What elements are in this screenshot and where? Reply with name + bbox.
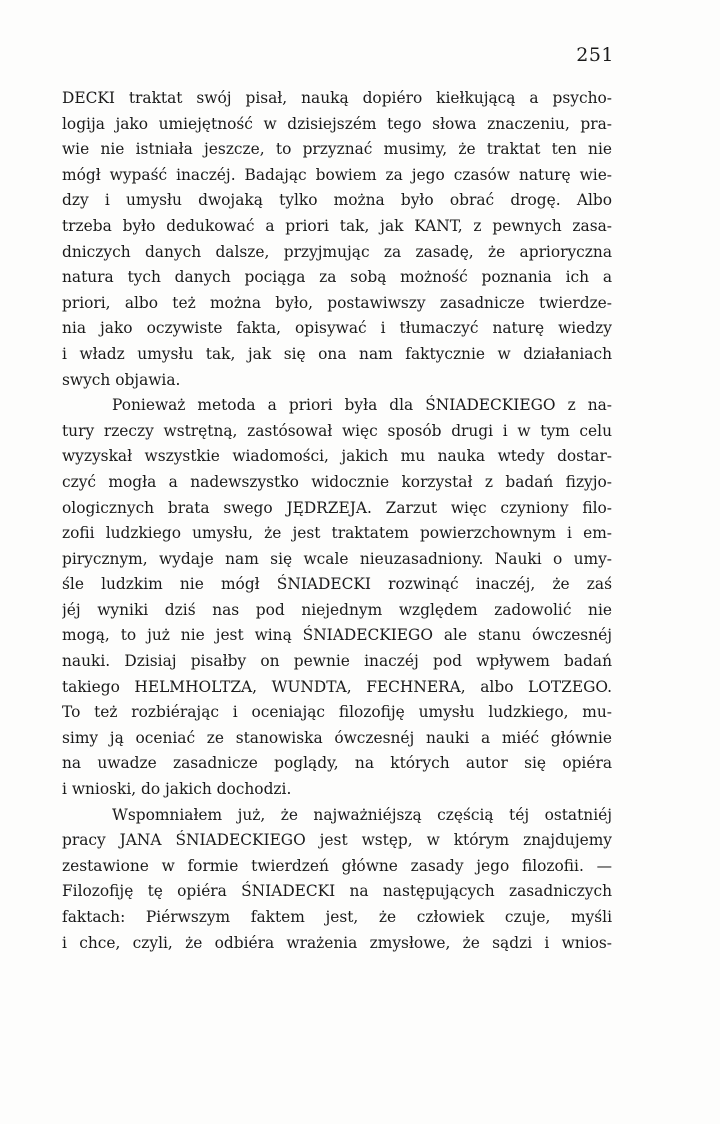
text-line: Filozofiję tę opiéra ŚNIADECKI na następujących zasadniczych [62,882,612,901]
text-line: Wspomniałem już, że najważniéjszą częścią téj ostatniéj [112,805,612,824]
text-line: DECKI traktat swój pisał, nauką dopiéro kiełkującą a psycho- [62,89,612,107]
text-line: zestawione w formie twierdzeń główne zasady jego filozofii. — [62,856,612,875]
text-line: natura tych danych pociąga za sobą możność poznania ich a [62,268,612,287]
text-line: trzeba było dedukować a priori tak, jak KANT, z pewnych zasa- [62,216,612,235]
text-line: wie nie istniała jeszcze, to przyznać musimy, że traktat ten nie [62,140,612,159]
text-line: mogą, to już nie jest winą ŚNIADECKIEGO ale stanu ówczesnéj [62,626,612,645]
text-line: pracy JANA ŚNIADECKIEGO jest wstęp, w którym znajdujemy [62,831,612,850]
text-line: na uwadze zasadnicze poglądy, na których autor się opiéra [62,754,612,773]
text-line: i chce, czyli, że odbiéra wrażenia zmysłowe, że sądzi i wnios- [62,933,612,952]
text-line: Ponieważ metoda a priori była dla ŚNIADECKIEGO z na- [112,396,612,415]
text-line: pirycznym, wydaje nam się wcale nieuzasadniony. Nauki o umy- [62,549,612,568]
text-line: simy ją oceniać ze stanowiska ówczesnéj nauki a miéć głównie [62,728,612,747]
text-line: mógł wypaść inaczéj. Badając bowiem za jego czasów naturę wie- [62,165,612,184]
text-line: czyć mogła a nadewszystko widocznie korzystał z badań fizyjo- [62,472,612,491]
text-line: faktach: Piérwszym faktem jest, że człowiek czuje, myśli [62,908,612,926]
text-line: wyzyskał wszystkie wiadomości, jakich mu nauka wtedy dostar- [62,447,612,466]
text-line: nia jako oczywiste fakta, opisywać i tłumaczyć naturę wiedzy [62,319,612,338]
text-line: dniczych danych dalsze, przyjmując za zasadę, że aprioryczna [62,242,612,261]
text-line: ologicznych brata swego JĘDRZEJA. Zarzut więc czyniony filo- [62,498,612,517]
text-line: takiego HELMHOLTZA, WUNDTA, FECHNERA, albo LOTZEGO. [62,677,612,696]
page-number: 251 [576,44,614,66]
text-line: i wnioski, do jakich dochodzi. [62,780,292,799]
body-text [62,86,612,956]
text-line: zofii ludzkiego umysłu, że jest traktatem powierzchownym i em- [62,524,612,543]
text-line: śle ludzkim nie mógł ŚNIADECKI rozwinąć inaczéj, że zaś [62,575,612,594]
text-line: priori, albo też można było, postawiwszy zasadnicze twierdze- [62,293,612,312]
text-line: To też rozbiérając i oceniając filozofiję umysłu ludzkiego, mu- [62,703,612,722]
text-line: dzy i umysłu dwojaką tylko można było obrać drogę. Albo [62,191,612,210]
text-line: tury rzeczy wstrętną, zastósował więc sposób drugi i w tym celu [62,421,612,440]
text-line: swych objawia. [62,370,181,389]
text-line: jéj wyniki dziś nas pod niejednym względem zadowolić nie [62,600,612,619]
text-line: i władz umysłu tak, jak się ona nam faktycznie w działaniach [62,344,612,363]
text-line: logija jako umiejętność w dzisiejszém tego słowa znaczeniu, pra- [62,114,612,133]
text-line: nauki. Dzisiaj pisałby on pewnie inaczéj pod wpływem badań [62,652,612,671]
